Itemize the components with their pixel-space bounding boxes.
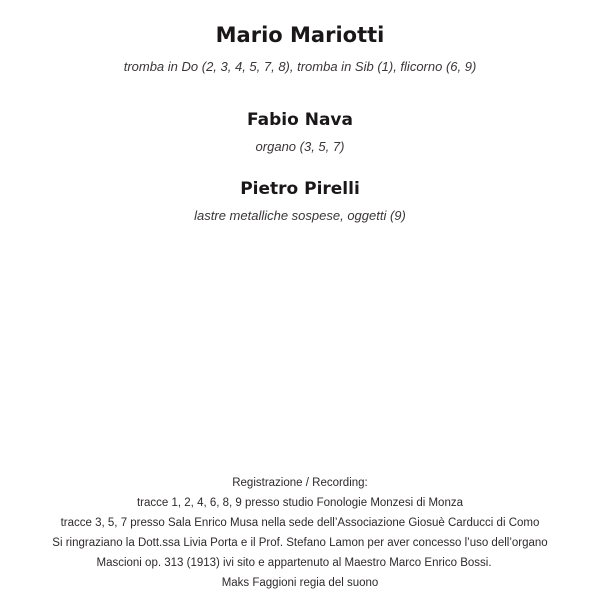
credits-line-organ: Mascioni op. 313 (1913) ivi sito e appartenuto al Maestro Marco Enrico Bossi.: [96, 557, 492, 569]
performer-name: Mario Mariotti: [215, 23, 385, 47]
performer-block-pietro-pirelli: [0, 181, 600, 222]
recording-credits: [0, 473, 600, 593]
credits-line-tracks-como: tracce 3, 5, 7 presso Sala Enrico Musa nella sede dell’Associazione Giosuè Carducci di Como: [60, 517, 540, 529]
performer-block-fabio-nava: [0, 112, 600, 153]
credits-heading: Registrazione / Recording:: [232, 477, 368, 489]
credits-line-thanks: Si ringraziano la Dott.ssa Livia Porta e il Prof. Stefano Lamon per aver concesso l’uso dell’organo: [52, 537, 548, 549]
credits-line-tracks-monza: tracce 1, 2, 4, 6, 8, 9 presso studio Fonologie Monzesi di Monza: [136, 497, 463, 509]
performer-block-mario-mariotti: [0, 25, 600, 73]
performer-instruments: lastre metalliche sospese, oggetti (9): [194, 208, 406, 223]
performer-instruments: tromba in Do (2, 3, 4, 5, 7, 8), tromba in Sib (1), flicorno (6, 9): [123, 59, 477, 74]
performer-name: Pietro Pirelli: [240, 179, 360, 199]
performer-name: Fabio Nava: [247, 110, 353, 130]
credits-line-sound-engineer: Maks Faggioni regia del suono: [221, 577, 379, 589]
performer-instruments: organo (3, 5, 7): [255, 139, 345, 154]
